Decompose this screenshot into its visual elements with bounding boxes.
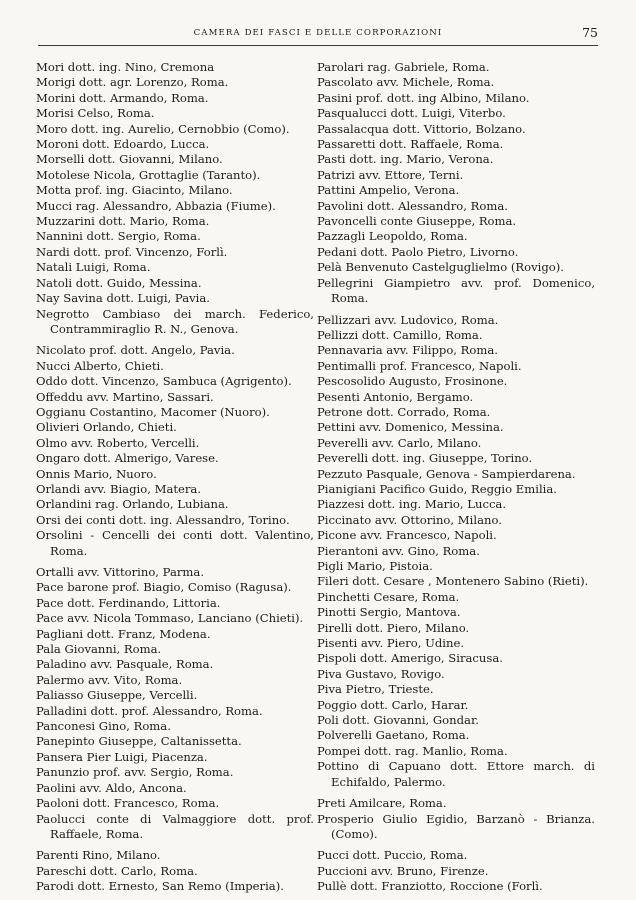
list-item: Natali Luigi, Roma. (36, 260, 151, 275)
list-item: Pescosolido Augusto, Frosinone. (317, 374, 508, 389)
list-item: Motta prof. ing. Giacinto, Milano. (36, 183, 233, 198)
list-item: Morisi Celso, Roma. (36, 106, 155, 121)
list-item: Pucci dott. Puccio, Roma. (317, 848, 468, 863)
list-item: Pedani dott. Paolo Pietro, Livorno. (317, 244, 519, 259)
list-item: Pazzagli Leopoldo, Roma. (317, 229, 468, 244)
list-item: Pentimalli prof. Francesco, Napoli. (317, 358, 522, 373)
list-item: Pavoncelli conte Giuseppe, Roma. (317, 214, 517, 229)
list-item: Pace avv. Nicola Tommaso, Lanciano (Chieti). (36, 611, 304, 626)
list-item: Pace dott. Ferdinando, Littoria. (36, 595, 221, 610)
list-item: Pennavaria avv. Filippo, Roma. (317, 343, 498, 358)
list-item: Peverelli dott. ing. Giuseppe, Torino. (317, 451, 533, 466)
list-item: Paolucci conte di Valmaggiore dott. prof. Raffaele, Roma. (36, 811, 314, 841)
list-item: Negrotto Cambiaso dei march. Federico, Contrammiraglio R. N., Genova. (36, 306, 314, 336)
list-item: Orlandini rag. Orlando, Lubiana. (36, 497, 229, 512)
list-item: Nardi dott. prof. Vincenzo, Forlì. (36, 244, 228, 259)
page-header (38, 22, 598, 44)
list-item: Mucci rag. Alessandro, Abbazia (Fiume). (36, 198, 276, 213)
list-item: Olmo avv. Roberto, Vercelli. (36, 435, 200, 450)
list-item: Ongaro dott. Almerigo, Varese. (36, 451, 219, 466)
list-item: Moro dott. ing. Aurelio, Cernobbio (Como). (36, 121, 290, 136)
right-column (317, 60, 595, 895)
list-item: Paliasso Giuseppe, Vercelli. (36, 688, 198, 703)
list-item: Pasqualucci dott. Luigi, Viterbo. (317, 106, 506, 121)
list-item: Pala Giovanni, Roma. (36, 642, 162, 657)
list-item: Passaretti dott. Raffaele, Roma. (317, 137, 504, 152)
list-item: Preti Amilcare, Roma. (317, 796, 447, 811)
list-item: Polverelli Gaetano, Roma. (317, 728, 470, 743)
list-item: Olivieri Orlando, Chieti. (36, 420, 177, 435)
list-item: Piazzesi dott. ing. Mario, Lucca. (317, 497, 507, 512)
list-item: Parodi dott. Ernesto, San Remo (Imperia). (36, 879, 284, 894)
list-item: Muzzarini dott. Mario, Roma. (36, 214, 210, 229)
list-item: Pagliani dott. Franz, Modena. (36, 626, 211, 641)
list-item: Pellizzi dott. Camillo, Roma. (317, 327, 483, 342)
list-item: Pasini prof. dott. ing Albino, Milano. (317, 90, 530, 105)
list-item: Orlandi avv. Biagio, Matera. (36, 481, 202, 496)
list-item: Pellizzari avv. Ludovico, Roma. (317, 312, 499, 327)
list-item: Panunzio prof. avv. Sergio, Roma. (36, 765, 234, 780)
list-item: Moroni dott. Edoardo, Lucca. (36, 137, 210, 152)
list-item: Pansera Pier Luigi, Piacenza. (36, 749, 208, 764)
list-item: Pellegrini Giampietro avv. prof. Domenico, Roma. (317, 275, 595, 306)
list-item: Morini dott. Armando, Roma. (36, 90, 209, 105)
list-item: Piva Gustavo, Rovigo. (317, 666, 445, 681)
list-item: Panconesi Gino, Roma. (36, 719, 171, 734)
list-item: Pavolini dott. Alessandro, Roma. (317, 198, 508, 213)
list-item: Nannini dott. Sergio, Roma. (36, 229, 201, 244)
list-item: Parenti Rino, Milano. (36, 848, 161, 863)
list-item: Oddo dott. Vincenzo, Sambuca (Agrigento). (36, 374, 292, 389)
list-item: Poggio dott. Carlo, Harar. (317, 697, 469, 712)
list-item: Fileri dott. Cesare , Montenero Sabino (Rieti). (317, 574, 589, 589)
list-item: Pelà Benvenuto Castelguglielmo (Rovigo). (317, 260, 564, 275)
list-item: Pascolato avv. Michele, Roma. (317, 75, 495, 90)
list-item: Poli dott. Giovanni, Gondar. (317, 713, 479, 728)
list-item: Pierantoni avv. Gino, Roma. (317, 543, 480, 558)
list-item: Pispoli dott. Amerigo, Siracusa. (317, 651, 503, 666)
list-item: Morselli dott. Giovanni, Milano. (36, 152, 223, 167)
list-item: Motolese Nicola, Grottaglie (Taranto). (36, 167, 261, 182)
list-item: Piccinato avv. Ottorino, Milano. (317, 512, 502, 527)
list-item: Passalacqua dott. Vittorio, Bolzano. (317, 121, 526, 136)
list-item: Mori dott. ing. Nino, Cremona (36, 60, 215, 74)
list-item: Paladino avv. Pasquale, Roma. (36, 657, 214, 672)
list-item: Nay Savina dott. Luigi, Pavia. (36, 291, 210, 306)
list-item: Natoli dott. Guido, Messina. (36, 275, 202, 290)
list-item: Pettini avv. Domenico, Messina. (317, 420, 504, 435)
list-item: Pullè dott. Franziotto, Roccione (Forlì. (317, 879, 543, 894)
list-item: Pareschi dott. Carlo, Roma. (36, 863, 198, 878)
list-item: Orsolini - Cencelli dei conti dott. Valentino, Roma. (36, 528, 314, 558)
list-item: Morigi dott. agr. Lorenzo, Roma. (36, 75, 229, 90)
list-item: Panepinto Giuseppe, Caltanissetta. (36, 734, 242, 749)
list-item: Pezzuto Pasquale, Genova - Sampierdarena. (317, 466, 576, 481)
list-item: Pianigiani Pacifico Guido, Reggio Emilia. (317, 481, 557, 496)
list-item: Peverelli avv. Carlo, Milano. (317, 435, 482, 450)
list-item: Pattini Ampelio, Verona. (317, 183, 460, 198)
list-item: Petrone dott. Corrado, Roma. (317, 404, 491, 419)
list-item: Offeddu avv. Martino, Sassari. (36, 389, 214, 404)
list-item: Pirelli dott. Piero, Milano. (317, 620, 470, 635)
list-item: Pompei dott. rag. Manlio, Roma. (317, 743, 508, 758)
left-column (36, 60, 314, 895)
list-item: Ortalli avv. Vittorino, Parma. (36, 565, 205, 579)
list-item: Palermo avv. Vito, Roma. (36, 672, 183, 687)
list-item: Pigli Mario, Pistoia. (317, 559, 433, 573)
list-item: Parolari rag. Gabriele, Roma. (317, 60, 490, 74)
list-item: Pace barone prof. Biagio, Comiso (Ragusa). (36, 580, 292, 595)
header-rule (38, 45, 598, 46)
page-number: 75 (582, 25, 598, 40)
list-item: Pinchetti Cesare, Roma. (317, 589, 460, 604)
running-title: CAMERA DEI FASCI E DELLE CORPORAZIONI (193, 28, 443, 38)
list-item: Nicolato prof. dott. Angelo, Pavia. (36, 343, 235, 358)
list-item: Pesenti Antonio, Bergamo. (317, 389, 474, 404)
list-item: Puccioni avv. Bruno, Firenze. (317, 863, 489, 878)
list-item: Pasti dott. ing. Mario, Verona. (317, 152, 494, 167)
list-item: Piva Pietro, Trieste. (317, 682, 434, 697)
list-item: Picone avv. Francesco, Napoli. (317, 528, 497, 543)
list-item: Oggianu Costantino, Macomer (Nuoro). (36, 404, 270, 419)
list-item: Prosperio Giulio Egidio, Barzanò - Brianza. (Como). (317, 811, 595, 841)
list-item: Palladini dott. prof. Alessandro, Roma. (36, 703, 263, 718)
list-item: Orsi dei conti dott. ing. Alessandro, Torino. (36, 512, 290, 527)
list-item: Paoloni dott. Francesco, Roma. (36, 796, 220, 811)
list-item: Nucci Alberto, Chieti. (36, 358, 164, 373)
list-item: Onnis Mario, Nuoro. (36, 466, 157, 481)
list-item: Paolini avv. Aldo, Ancona. (36, 780, 187, 795)
list-item: Pisenti avv. Piero, Udine. (317, 636, 465, 651)
list-item: Patrizi avv. Ettore, Terni. (317, 167, 464, 182)
list-item: Pinotti Sergio, Mantova. (317, 605, 461, 620)
list-item: Pottino di Capuano dott. Ettore march. di Echifaldo, Palermo. (317, 759, 595, 789)
